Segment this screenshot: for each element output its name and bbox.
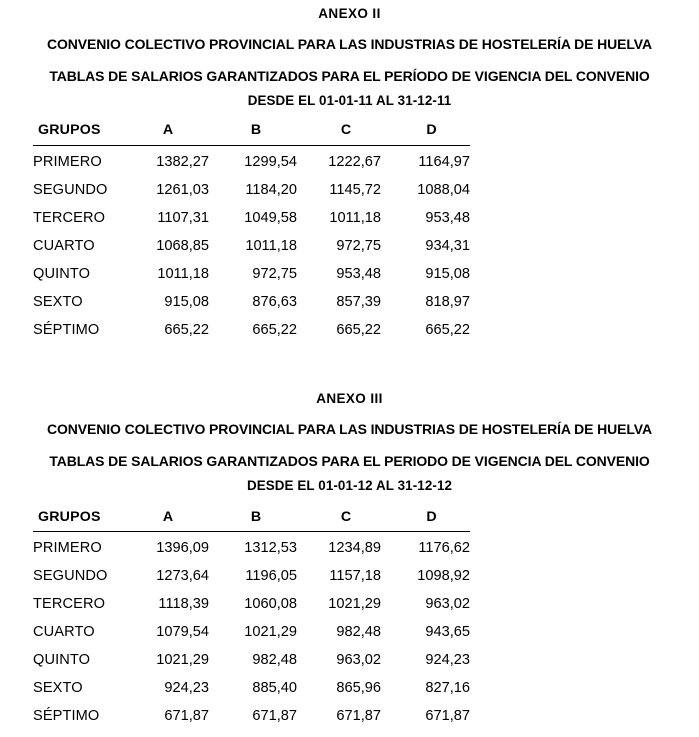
group-label: QUINTO [33, 652, 91, 669]
salary-value-b: 671,87 [252, 708, 297, 725]
salary-value-c: 1157,18 [329, 568, 381, 585]
salary-value-a: 1396,09 [156, 540, 209, 557]
column-header-grupos: GRUPOS [33, 123, 136, 145]
group-label: TERCERO [33, 209, 106, 226]
salary-value-a: 1079,54 [156, 624, 209, 641]
salary-value-b: 665,22 [252, 321, 297, 338]
group-label: QUINTO [33, 265, 91, 282]
salary-value-b: 1299,54 [244, 153, 297, 170]
salary-value-d: 934,31 [425, 237, 470, 254]
table-row [33, 625, 470, 653]
table-row [33, 211, 470, 239]
table-row [33, 532, 470, 570]
salary-value-b: 1184,20 [245, 181, 297, 198]
group-label: SEGUNDO [33, 181, 108, 198]
salary-value-a: 1273,64 [156, 568, 209, 585]
salary-value-d: 1164,97 [418, 153, 470, 170]
table-row [33, 239, 470, 267]
salary-value-b: 972,75 [252, 265, 297, 282]
salary-value-d: 671,87 [425, 708, 470, 725]
salary-value-c: 1011,18 [329, 209, 381, 226]
salary-value-a: 665,22 [164, 321, 209, 338]
column-header-d: D [398, 123, 470, 145]
salary-value-a: 1382,27 [156, 153, 209, 170]
salary-table-wrapper-2 [0, 493, 699, 737]
salary-value-b: 885,40 [252, 680, 297, 697]
salary-value-c: 671,87 [336, 708, 381, 725]
salary-table-heading-1: TABLAS DE SALARIOS GARANTIZADOS PARA EL PERÍODO DE VIGENCIA DEL CONVENIO [49, 68, 650, 85]
salary-value-c: 857,39 [336, 293, 381, 310]
salary-value-d: 827,16 [425, 680, 470, 697]
salary-value-d: 1088,04 [417, 181, 470, 198]
salary-value-c: 972,75 [336, 237, 381, 254]
validity-date-line-2: DESDE EL 01-01-12 AL 31-12-12 [246, 478, 453, 494]
group-label: SEGUNDO [33, 568, 108, 585]
column-header-b: B [222, 123, 310, 145]
group-label: TERCERO [33, 596, 106, 613]
salary-table-2 [33, 510, 470, 737]
group-label: CUARTO [33, 624, 95, 641]
salary-value-c: 865,96 [336, 680, 381, 697]
group-label: PRIMERO [33, 540, 102, 557]
group-label: PRIMERO [33, 153, 102, 170]
salary-value-a: 1021,29 [156, 652, 209, 669]
salary-value-b: 982,48 [252, 652, 297, 669]
salary-value-c: 665,22 [336, 321, 381, 338]
annex-title-2: ANEXO III [316, 390, 383, 406]
salary-value-b: 1060,08 [244, 596, 297, 613]
salary-value-a: 1118,39 [158, 596, 209, 613]
salary-value-c: 1222,67 [328, 153, 381, 170]
salary-table-heading-2: TABLAS DE SALARIOS GARANTIZADOS PARA EL PERIODO DE VIGENCIA DEL CONVENIO [49, 454, 650, 471]
salary-value-c: 953,48 [336, 265, 381, 282]
salary-value-b: 1049,58 [244, 209, 297, 226]
salary-value-a: 671,87 [164, 708, 209, 725]
salary-value-a: 924,23 [164, 680, 209, 697]
salary-table-1 [33, 123, 470, 350]
salary-value-c: 1234,89 [328, 540, 381, 557]
salary-value-d: 924,23 [425, 652, 470, 669]
salary-table-wrapper-1 [0, 107, 699, 350]
table-row [33, 183, 470, 211]
table-row [33, 709, 470, 737]
table-row [33, 597, 470, 625]
salary-value-c: 1145,72 [329, 181, 381, 198]
group-label: SEXTO [33, 293, 83, 310]
column-header-grupos: GRUPOS [33, 510, 136, 532]
table-row [33, 267, 470, 295]
table-row [33, 681, 470, 709]
group-label: SÉPTIMO [33, 321, 100, 338]
column-header-c: C [310, 510, 398, 532]
column-header-b: B [222, 510, 310, 532]
salary-value-b: 1011,18 [245, 237, 297, 254]
salary-value-b: 876,63 [252, 293, 297, 310]
salary-value-d: 963,02 [425, 596, 470, 613]
salary-value-d: 665,22 [425, 321, 470, 338]
salary-value-a: 1068,85 [156, 237, 209, 254]
group-label: SÉPTIMO [33, 708, 100, 725]
salary-value-a: 1011,18 [157, 265, 209, 282]
table-row [33, 295, 470, 323]
column-header-a: A [136, 510, 222, 532]
convention-heading-2: CONVENIO COLECTIVO PROVINCIAL PARA LAS INDUSTRIAS DE HOSTELERÍA DE HUELVA [47, 422, 652, 439]
salary-value-b: 1021,29 [244, 624, 297, 641]
salary-value-b: 1312,53 [244, 540, 297, 557]
group-label: CUARTO [33, 237, 95, 254]
column-header-d: D [398, 510, 470, 532]
annex-title-1: ANEXO II [318, 6, 381, 21]
column-header-a: A [136, 123, 222, 145]
table-header-row [33, 123, 470, 145]
column-header-c: C [310, 123, 398, 145]
salary-value-c: 1021,29 [328, 596, 381, 613]
salary-value-d: 1098,92 [417, 568, 470, 585]
salary-value-a: 915,08 [164, 293, 209, 310]
salary-value-d: 943,65 [425, 624, 470, 641]
salary-value-d: 953,48 [425, 209, 470, 226]
table-row [33, 569, 470, 597]
salary-value-a: 1261,03 [156, 181, 209, 198]
table-row [33, 653, 470, 681]
convention-heading-1: CONVENIO COLECTIVO PROVINCIAL PARA LAS INDUSTRIAS DE HOSTELERÍA DE HUELVA [47, 36, 652, 53]
salary-value-d: 915,08 [425, 265, 470, 282]
salary-value-c: 982,48 [336, 624, 381, 641]
salary-value-a: 1107,31 [157, 209, 209, 226]
table-header-row [33, 510, 470, 532]
table-row [33, 145, 470, 183]
salary-value-b: 1196,05 [245, 568, 297, 585]
group-label: SEXTO [33, 680, 83, 697]
validity-date-line-1: DESDE EL 01-01-11 AL 31-12-11 [247, 92, 452, 108]
salary-value-d: 818,97 [425, 293, 470, 310]
salary-value-c: 963,02 [336, 652, 381, 669]
salary-value-d: 1176,62 [418, 540, 470, 557]
table-row [33, 323, 470, 351]
